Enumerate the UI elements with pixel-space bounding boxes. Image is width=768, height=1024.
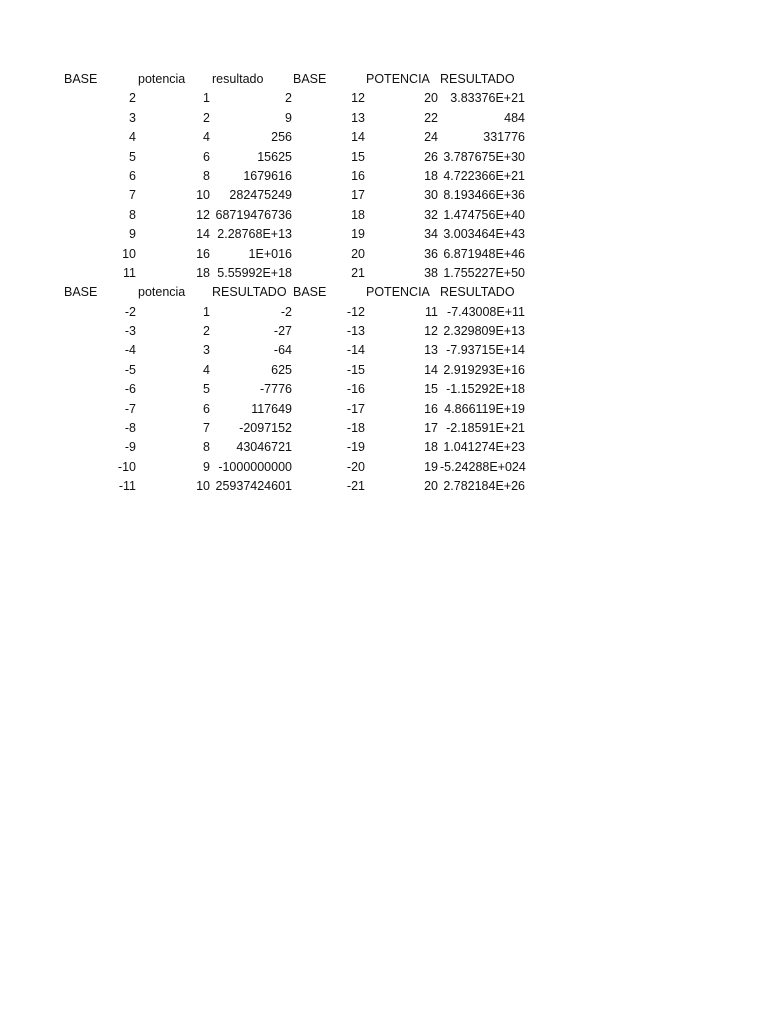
base2-cell[interactable]: 16 [351, 168, 365, 183]
resultado2-cell[interactable]: -1.15292E+18 [446, 382, 525, 397]
potencia-cell[interactable]: 2 [203, 324, 210, 339]
base-cell[interactable]: 2 [129, 91, 136, 106]
resultado-cell[interactable]: -2097152 [239, 421, 292, 436]
resultado-cell[interactable]: 625 [271, 362, 292, 377]
header-resultado-2[interactable]: RESULTADO [440, 285, 515, 300]
resultado-cell[interactable]: 256 [271, 130, 292, 145]
potencia2-cell[interactable]: 20 [424, 479, 438, 494]
header-potencia-2[interactable]: POTENCIA [366, 285, 430, 300]
table-row [0, 379, 768, 398]
potencia2-cell[interactable]: 14 [424, 362, 438, 377]
table-row [0, 127, 768, 146]
table-row [0, 224, 768, 243]
resultado-cell[interactable]: -1000000000 [218, 459, 292, 474]
base2-cell[interactable]: -17 [346, 401, 365, 416]
base2-cell[interactable]: 17 [351, 188, 365, 203]
potencia-cell[interactable]: 9 [203, 459, 210, 474]
resultado2-cell[interactable]: 8.193466E+36 [443, 188, 525, 203]
potencia-cell[interactable]: 14 [196, 227, 210, 242]
resultado2-cell[interactable]: 1.041274E+23 [443, 440, 525, 455]
base-cell[interactable]: -9 [124, 440, 136, 455]
base2-cell[interactable]: -16 [346, 382, 365, 397]
table-row [0, 321, 768, 340]
resultado2-cell[interactable]: 3.787675E+30 [443, 149, 525, 164]
table-row [0, 457, 768, 476]
spreadsheet-grid [0, 69, 768, 496]
resultado2-cell[interactable]: 331776 [483, 130, 525, 145]
potencia2-cell[interactable]: 20 [424, 91, 438, 106]
base2-cell[interactable]: 19 [351, 227, 365, 242]
potencia-cell[interactable]: 7 [203, 421, 210, 436]
header-resultado-2[interactable]: RESULTADO [440, 72, 515, 86]
resultado2-cell[interactable]: 2.329809E+13 [443, 324, 525, 339]
resultado-cell[interactable]: 1679616 [243, 168, 292, 183]
header-potencia[interactable]: potencia [138, 72, 186, 86]
table-row [0, 166, 768, 185]
base2-cell[interactable]: 12 [351, 91, 365, 106]
base2-cell[interactable]: -13 [346, 324, 365, 339]
potencia-cell[interactable]: 1 [203, 91, 210, 106]
potencia2-cell[interactable]: 38 [424, 265, 438, 280]
resultado2-cell[interactable]: -5.24288E+024 [440, 459, 526, 474]
resultado2-cell[interactable]: 3.003464E+43 [443, 227, 525, 242]
base-cell[interactable]: -3 [124, 324, 136, 339]
table-row [0, 360, 768, 379]
resultado2-cell[interactable]: 4.722366E+21 [443, 168, 525, 183]
header-potencia[interactable]: potencia [138, 285, 186, 300]
base-cell[interactable]: -7 [124, 401, 136, 416]
potencia2-cell[interactable]: 26 [424, 149, 438, 164]
resultado-cell[interactable]: 2 [285, 91, 292, 106]
header-resultado[interactable]: resultado [212, 72, 264, 86]
base2-cell[interactable]: -21 [346, 479, 365, 494]
table-row [0, 108, 768, 127]
resultado-cell[interactable]: -2 [280, 304, 292, 319]
header-base[interactable]: BASE [64, 285, 98, 300]
base-cell[interactable]: -11 [118, 479, 136, 494]
resultado2-cell[interactable]: 484 [504, 110, 525, 125]
potencia2-cell[interactable]: 19 [424, 459, 438, 474]
header-potencia-2[interactable]: POTENCIA [366, 72, 430, 86]
potencia2-cell[interactable]: 30 [424, 188, 438, 203]
potencia-cell[interactable]: 4 [203, 130, 210, 145]
base-cell[interactable]: 4 [129, 130, 136, 145]
potencia-cell[interactable]: 18 [196, 265, 210, 280]
table-row [0, 418, 768, 437]
potencia-cell[interactable]: 8 [203, 440, 210, 455]
table-row [0, 244, 768, 263]
potencia-cell[interactable]: 3 [203, 343, 210, 358]
potencia-cell[interactable]: 4 [203, 362, 210, 377]
base2-cell[interactable]: 20 [351, 246, 365, 261]
base-cell[interactable]: -8 [124, 421, 136, 436]
potencia2-cell[interactable]: 18 [424, 168, 438, 183]
base2-cell[interactable]: 13 [351, 110, 365, 125]
base-cell[interactable]: -6 [124, 382, 136, 397]
header-base-2[interactable]: BASE [293, 285, 327, 300]
base-cell[interactable]: 5 [129, 149, 136, 164]
base2-cell[interactable]: 21 [351, 265, 365, 280]
resultado2-cell[interactable]: 2.919293E+16 [443, 362, 525, 377]
base-cell[interactable]: -5 [124, 362, 136, 377]
table-row [0, 399, 768, 418]
table-row [0, 147, 768, 166]
resultado2-cell[interactable]: -7.43008E+11 [447, 304, 525, 319]
resultado2-cell[interactable]: 2.782184E+26 [443, 479, 525, 494]
potencia-cell[interactable]: 8 [203, 168, 210, 183]
resultado-cell[interactable]: 68719476736 [215, 207, 292, 222]
base-cell[interactable]: 11 [123, 265, 136, 280]
table-row [0, 88, 768, 107]
base2-cell[interactable]: -12 [346, 304, 365, 319]
header-resultado[interactable]: RESULTADO [212, 285, 287, 300]
resultado-cell[interactable]: 25937424601 [215, 479, 292, 494]
potencia-cell[interactable]: 5 [203, 382, 210, 397]
resultado2-cell[interactable]: 3.83376E+21 [450, 91, 525, 106]
table2-header-row [0, 282, 768, 301]
base-cell[interactable]: 9 [129, 227, 136, 242]
table-row [0, 205, 768, 224]
base-cell[interactable]: 6 [129, 168, 136, 183]
base2-cell[interactable]: -18 [346, 421, 365, 436]
base2-cell[interactable]: 18 [351, 207, 365, 222]
potencia-cell[interactable]: 6 [203, 149, 210, 164]
resultado-cell[interactable]: 15625 [257, 149, 292, 164]
potencia2-cell[interactable]: 24 [424, 130, 438, 145]
potencia2-cell[interactable]: 34 [424, 227, 438, 242]
potencia2-cell[interactable]: 12 [424, 324, 438, 339]
resultado2-cell[interactable]: 6.871948E+46 [443, 246, 525, 261]
table1-body [0, 88, 768, 282]
base-cell[interactable]: 10 [122, 246, 136, 261]
table1-header-row [0, 69, 768, 88]
table-row [0, 437, 768, 456]
resultado-cell[interactable]: 43046721 [236, 440, 292, 455]
resultado-cell[interactable]: 5.55992E+18 [217, 265, 292, 280]
resultado-cell[interactable]: 117649 [251, 401, 292, 416]
potencia2-cell[interactable]: 18 [424, 440, 438, 455]
potencia2-cell[interactable]: 22 [424, 110, 438, 125]
potencia2-cell[interactable]: 11 [425, 304, 438, 319]
table-row [0, 263, 768, 282]
base-cell[interactable]: 7 [129, 188, 136, 203]
resultado-cell[interactable]: -7776 [260, 382, 292, 397]
base2-cell[interactable]: -20 [346, 459, 365, 474]
table-row [0, 185, 768, 204]
base2-cell[interactable]: -15 [346, 362, 365, 377]
table2-body [0, 302, 768, 496]
base2-cell[interactable]: 14 [351, 130, 365, 145]
base2-cell[interactable]: 15 [351, 149, 365, 164]
potencia2-cell[interactable]: 16 [424, 401, 438, 416]
resultado2-cell[interactable]: 1.755227E+50 [443, 265, 525, 280]
potencia-cell[interactable]: 10 [196, 479, 210, 494]
resultado-cell[interactable]: -27 [273, 324, 292, 339]
potencia2-cell[interactable]: 36 [424, 246, 438, 261]
table-row [0, 340, 768, 359]
base-cell[interactable]: -10 [117, 459, 136, 474]
resultado-cell[interactable]: 282475249 [229, 188, 292, 203]
potencia-cell[interactable]: 2 [203, 110, 210, 125]
table-row [0, 302, 768, 321]
resultado2-cell[interactable]: -2.18591E+21 [446, 421, 525, 436]
potencia-cell[interactable]: 16 [196, 246, 210, 261]
potencia2-cell[interactable]: 17 [424, 421, 438, 436]
header-base[interactable]: BASE [64, 72, 98, 86]
potencia2-cell[interactable]: 32 [424, 207, 438, 222]
base-cell[interactable]: 8 [129, 207, 136, 222]
base2-cell[interactable]: -14 [346, 343, 365, 358]
potencia-cell[interactable]: 10 [196, 188, 210, 203]
resultado-cell[interactable]: 2.28768E+13 [217, 227, 292, 242]
header-base-2[interactable]: BASE [293, 72, 327, 86]
base2-cell[interactable]: -19 [346, 440, 365, 455]
base-cell[interactable]: -2 [124, 304, 136, 319]
resultado2-cell[interactable]: 1.474756E+40 [443, 207, 525, 222]
potencia-cell[interactable]: 12 [196, 207, 210, 222]
resultado-cell[interactable]: 1E+016 [248, 246, 292, 261]
table-row [0, 476, 768, 495]
potencia2-cell[interactable]: 13 [424, 343, 438, 358]
resultado2-cell[interactable]: 4.866119E+19 [444, 401, 525, 416]
resultado-cell[interactable]: 9 [285, 110, 292, 125]
resultado2-cell[interactable]: -7.93715E+14 [446, 343, 525, 358]
potencia2-cell[interactable]: 15 [424, 382, 438, 397]
potencia-cell[interactable]: 6 [203, 401, 210, 416]
potencia-cell[interactable]: 1 [203, 304, 210, 319]
base-cell[interactable]: -4 [124, 343, 136, 358]
base-cell[interactable]: 3 [129, 110, 136, 125]
resultado-cell[interactable]: -64 [273, 343, 292, 358]
